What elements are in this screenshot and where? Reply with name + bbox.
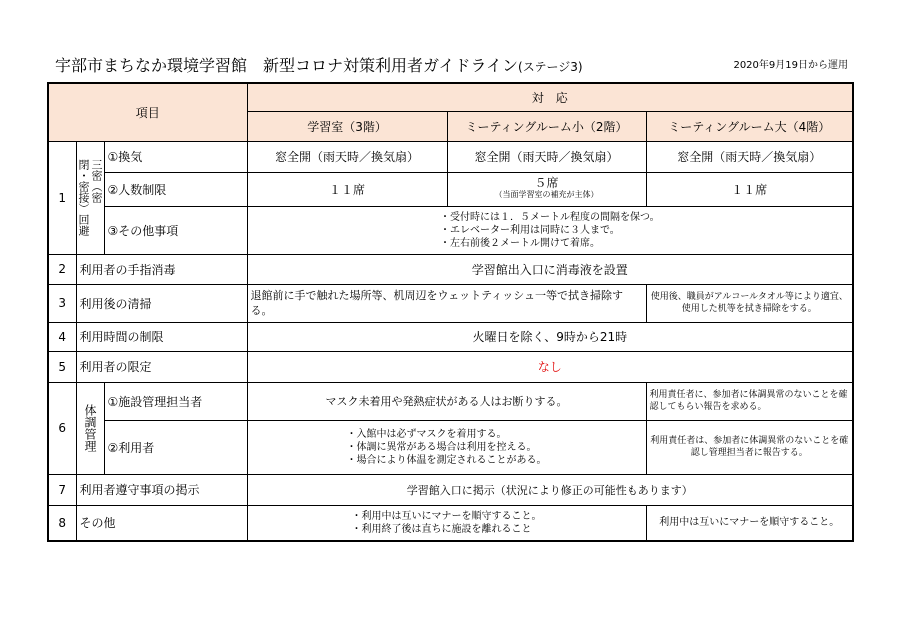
row-4-value: 火曜日を除く、9時から21時 [247,322,853,351]
row-6-staff-side: 利用責任者に、参加者に体調異常のないことを確認してもらい報告を求める。 [646,382,853,420]
row-1b [48,172,853,206]
etc-line-2: ・利用終了後は直ちに施設を離れること [351,523,532,535]
user-line-2: ・体調に異常がある場合は利用を控える。 [346,441,537,453]
row-2-value: 学習館出入口に消毒液を設置 [247,254,853,284]
capacity-small-value: ５席 [534,176,559,190]
row-4-label: 利用時間の制限 [76,322,247,351]
row-6-user-label: ②利用者 [104,420,247,474]
row-5 [48,351,853,382]
header-room-study: 学習室（3階） [247,111,447,141]
row-2-number: 2 [48,254,76,284]
header-room-large: ミーティングルーム大（4階） [646,111,853,141]
title-suffix: (ステージ3) [518,60,583,74]
row-1-ventilation-large: 窓全開（雨天時／換気扇） [646,141,853,172]
row-7 [48,474,853,505]
row-6-number: 6 [48,382,76,474]
row-1-number: 1 [48,141,76,254]
group-col-2: 閉・密接）回避 [77,159,90,236]
header-item: 項目 [48,83,247,141]
row-1-capacity-small [447,172,646,206]
header-room-small: ミーティングルーム小（2階） [447,111,646,141]
etc-line-1: ・利用中は互いにマナーを順守すること。 [351,510,542,522]
row-5-number: 5 [48,351,76,382]
row-5-label: 利用者の限定 [76,351,247,382]
row-6-staff-label: ①施設管理担当者 [104,382,247,420]
row-6-group-label [76,382,104,474]
row-7-number: 7 [48,474,76,505]
row-8 [48,505,853,541]
row-4-number: 4 [48,322,76,351]
row-6b [48,420,853,474]
header-response: 対 応 [247,83,853,111]
row-6-group-text: 体調管理 [83,404,97,452]
other-line-2: ・エレベーター利用は同時に３人まで。 [439,224,620,236]
row-3-main: 退館前に手で触れた場所等、机周辺をウェットティッシュ一等で拭き掃除する。 [247,284,646,322]
row-2-label: 利用者の手指消毒 [76,254,247,284]
row-1-group-label [76,141,104,254]
effective-date: 2020年9月19日から運用 [733,60,848,71]
row-6-staff-main: マスク未着用や発熱症状がある人はお断りする。 [247,382,646,420]
guideline-table [47,82,854,542]
row-1c [48,206,853,254]
row-8-number: 8 [48,505,76,541]
row-1-capacity-study: １１席 [247,172,447,206]
capacity-small-note: （当面学習室の補充が主体） [494,190,599,199]
other-line-1: ・受付時には１．５メートル程度の間隔を保つ。 [439,211,660,223]
row-3-label: 利用後の清掃 [76,284,247,322]
document-title [55,53,583,76]
group-col-1: 三密（密 [90,159,103,203]
other-line-3: ・左右前後２メートル開けて着席。 [439,237,600,249]
row-3 [48,284,853,322]
row-1-ventilation-study: 窓全開（雨天時／換気扇） [247,141,447,172]
row-1-other-label: ③その他事項 [104,206,247,254]
row-7-value: 学習館入口に掲示（状況により修正の可能性もあります） [247,474,853,505]
row-3-number: 3 [48,284,76,322]
row-7-label: 利用者遵守事項の掲示 [76,474,247,505]
row-6a [48,382,853,420]
row-1-ventilation-small: 窓全開（雨天時／換気扇） [447,141,646,172]
row-1-other-value [247,206,853,254]
row-1a [48,141,853,172]
row-6-user-main [247,420,646,474]
row-8-side: 利用中は互いにマナーを順守すること。 [646,505,853,541]
user-line-3: ・場合により体温を測定されることがある。 [346,454,547,466]
row-6-user-side: 利用責任者は、参加者に体調異常のないことを確認し管理担当者に報告する。 [646,420,853,474]
row-8-label: その他 [76,505,247,541]
row-1-ventilation-label: ①換気 [104,141,247,172]
row-1-capacity-large: １１席 [646,172,853,206]
header-row-1 [48,83,853,111]
row-5-value: なし [247,351,853,382]
row-3-side: 使用後、職員がアルコールタオル等により適宜、使用した机等を拭き掃除をする。 [646,284,853,322]
user-line-1: ・入館中は必ずマスクを着用する。 [346,428,507,440]
row-1-capacity-label: ②人数制限 [104,172,247,206]
title-main: 宇部市まちなか環境学習館 新型コロナ対策利用者ガイドライン [55,56,519,75]
row-2 [48,254,853,284]
row-8-main [247,505,646,541]
row-4 [48,322,853,351]
